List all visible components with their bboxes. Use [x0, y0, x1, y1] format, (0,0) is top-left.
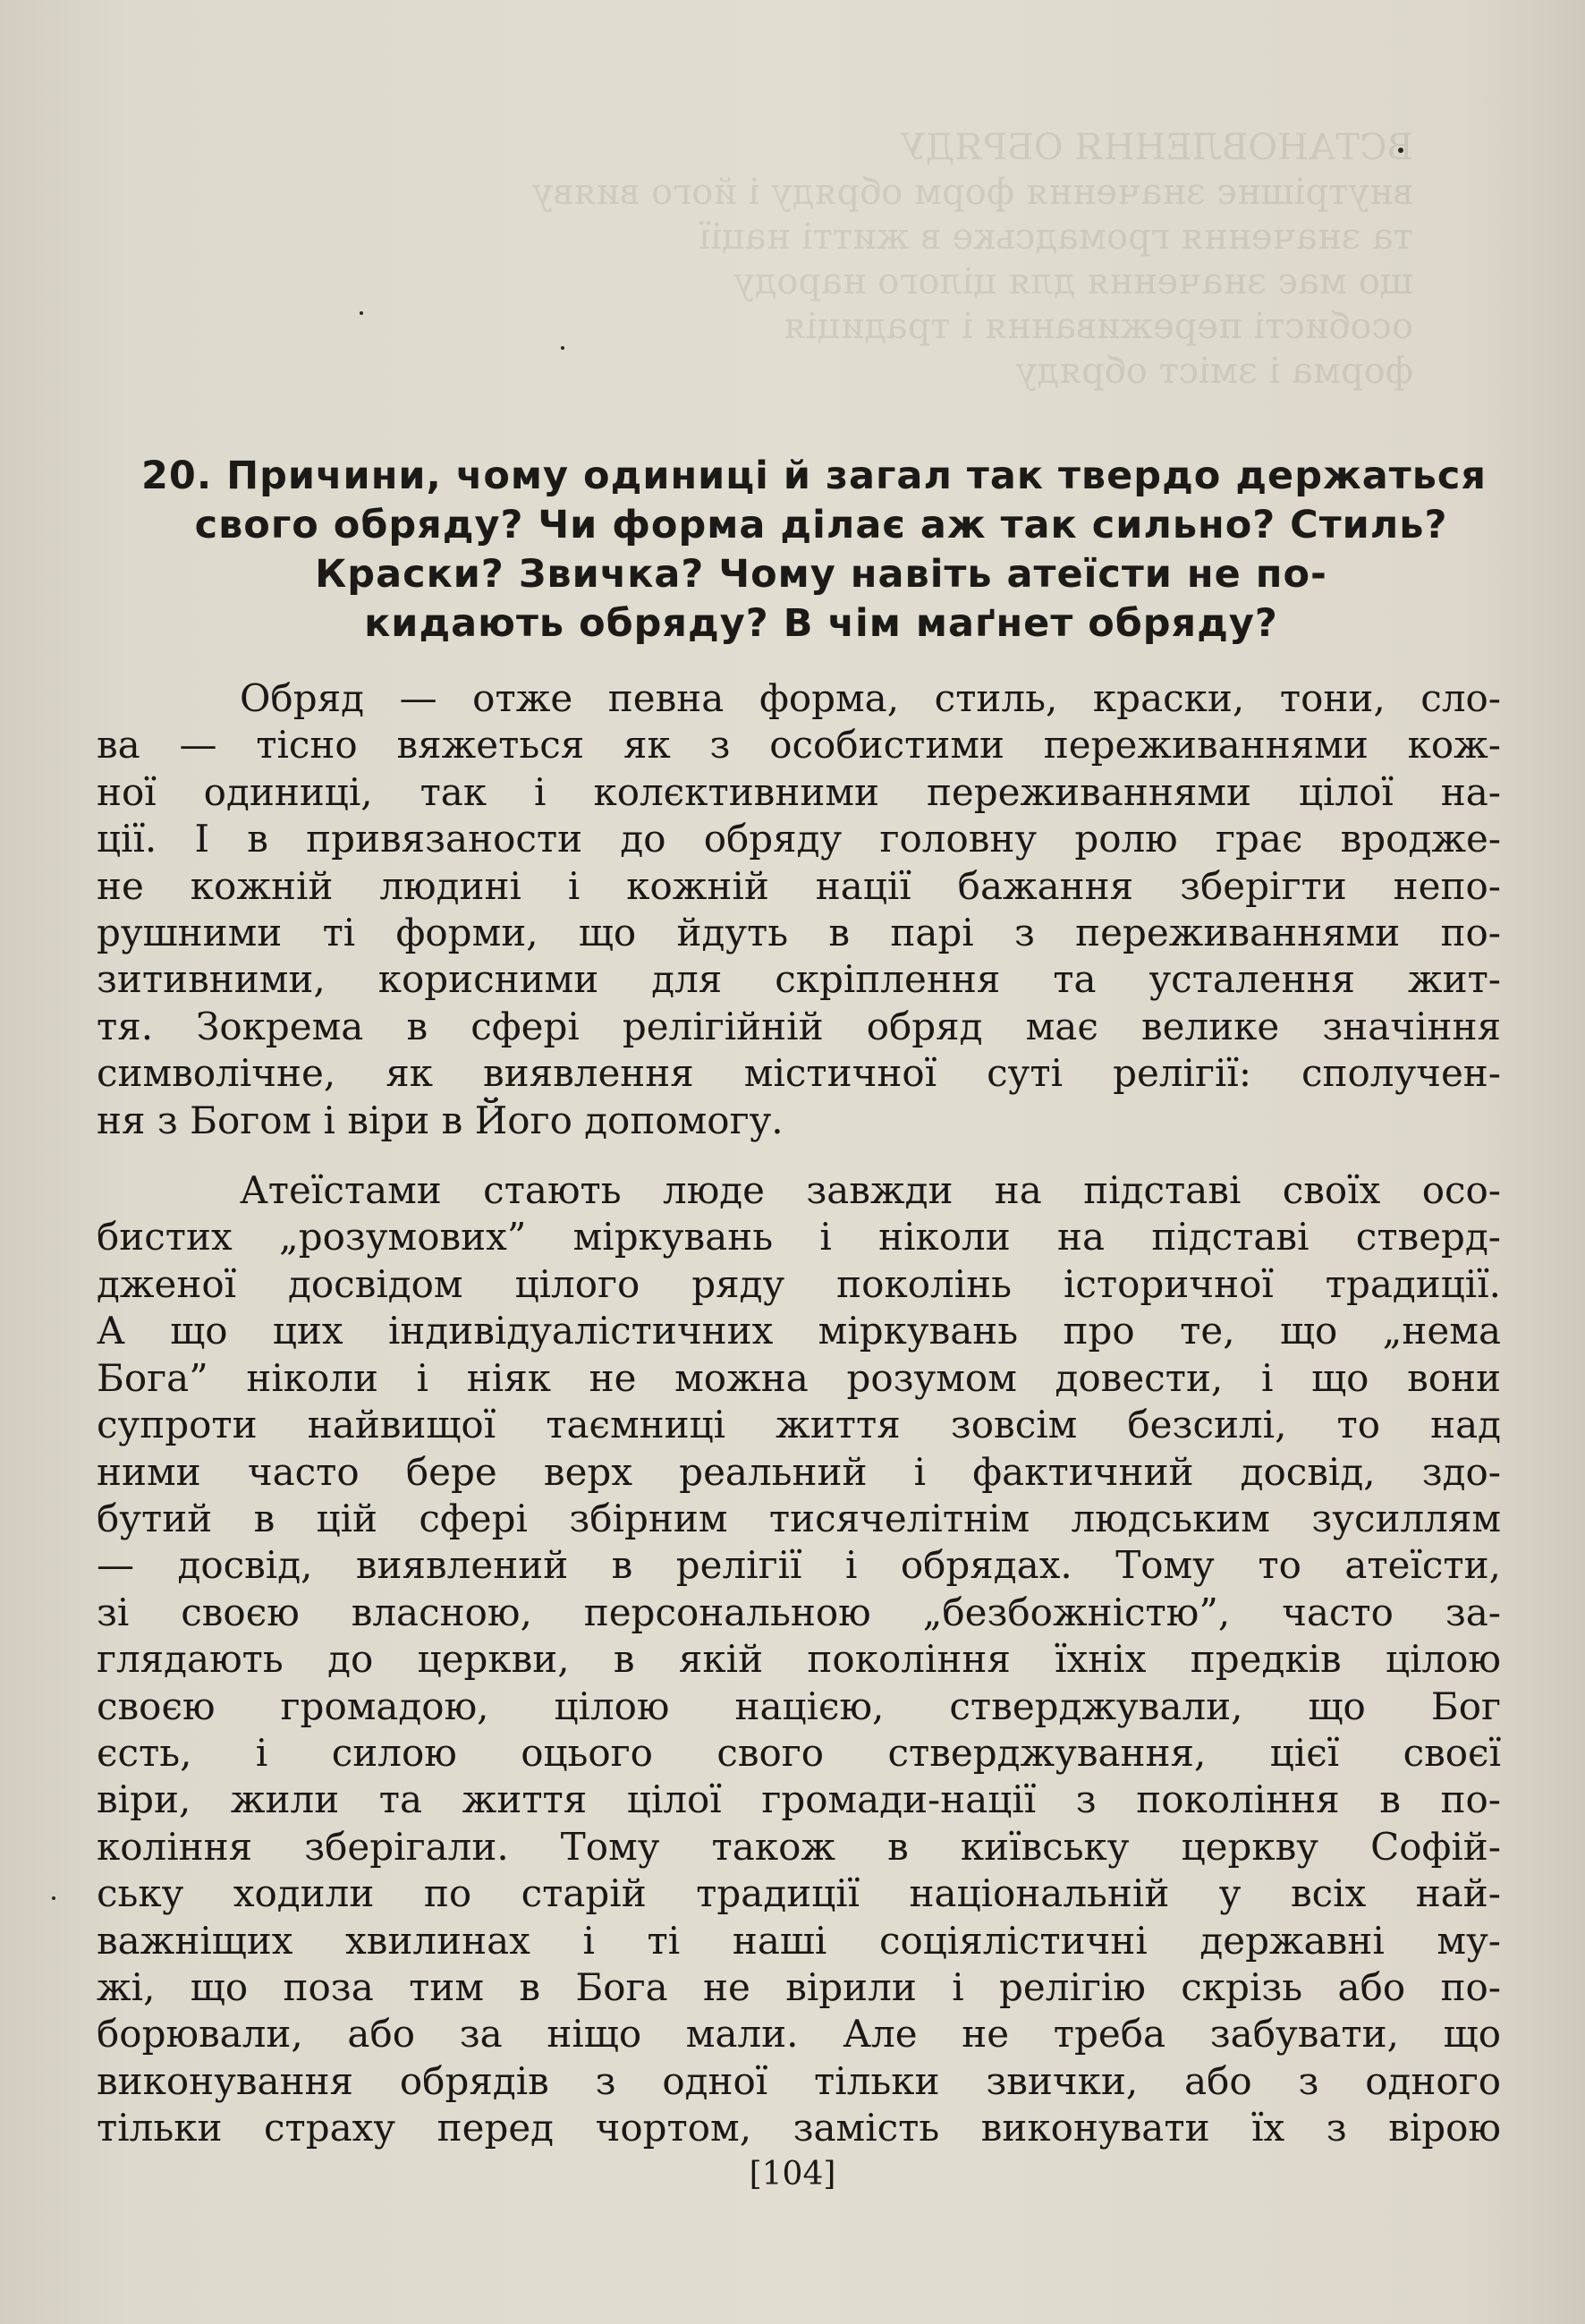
text-line: бистих „розумових” міркувань і ніколи на підставі стверд-	[97, 1215, 1501, 1260]
paragraph	[97, 1167, 1501, 2152]
heading-line: 20. Причини, чому одиниці й загал так твердо держаться	[141, 454, 1488, 498]
text-line: тільки страху перед чортом, замість виконувати їх з вірою	[97, 2106, 1501, 2150]
text-line: бутий в цій сфері збірним тисячелітнім людським зусиллям	[97, 1496, 1501, 1540]
text-line: ції. І в привязаности до обряду головну ролю грає вродже-	[97, 817, 1501, 861]
paragraph-gap	[97, 1144, 1501, 1167]
text-line: коління зберігали. Тому також в київську церкву Софій-	[97, 1824, 1501, 1869]
paragraph	[97, 675, 1501, 1144]
page-number: [104]	[749, 2156, 836, 2193]
heading-line: свого обряду? Чи форма ділає аж так сильно? Стиль?	[194, 503, 1448, 547]
text-line: ську ходили по старій традиції національній у всіх най-	[97, 1871, 1501, 1916]
section-heading	[141, 452, 1501, 649]
text-line: глядають до церкви, в якій покоління їхніх предків цілою	[97, 1637, 1501, 1682]
heading-line: Краски? Звичка? Чому навіть атеїсти не по-	[315, 552, 1327, 597]
text-line: виконування обрядів з одної тільки звички, або з одного	[97, 2058, 1501, 2103]
text-line: — досвід, виявлений в релігії і обрядах. Тому то атеїсти,	[97, 1543, 1501, 1588]
text-line: супроти найвищої таємниці життя зовсім безсилі, то над	[97, 1403, 1501, 1447]
text-line: своєю громадою, цілою нацією, стверджували, що Бог	[97, 1684, 1501, 1728]
text-line: віри, жили та життя цілої громади-нації з покоління в по-	[97, 1777, 1501, 1822]
text-line: зі своєю власною, персональною „безбожністю”, часто за-	[97, 1590, 1501, 1634]
text-line: тя. Зокрема в сфері релігійній обряд має велике значіння	[97, 1004, 1501, 1048]
print-speck	[360, 311, 363, 315]
text-line: символічне, як виявлення містичної суті релігії: сполучен-	[97, 1051, 1501, 1096]
text-line: А що цих індивідуалістичних міркувань про те, що „нема	[97, 1309, 1501, 1353]
text-line: ва — тісно вяжеться як з особистими переживаннями кож-	[97, 723, 1501, 768]
body-text	[97, 675, 1501, 2152]
text-line: дженої досвідом цілого ряду поколінь історичної традиції.	[97, 1261, 1501, 1306]
text-line: ними часто бере верх реальний і фактичний досвід, здо-	[97, 1449, 1501, 1494]
heading-line: кидають обряду? В чім маґнет обряду?	[364, 601, 1278, 646]
text-line: борювали, або за ніщо мали. Але не треба забувати, що	[97, 2012, 1501, 2057]
text-line: жі, що поза тим в Бога не вірили і релігію скрізь або по-	[97, 1964, 1501, 2009]
text-line: не кожній людині і кожній нації бажання зберігти непо-	[97, 863, 1501, 908]
print-speck	[1398, 148, 1403, 153]
text-line: рушними ті форми, що йдуть в парі з переживаннями по-	[97, 911, 1501, 955]
text-line: важніщих хвилинах і ті наші соціялістичні державні му-	[97, 1918, 1501, 1963]
text-line: ня з Богом і віри в Його допомогу.	[97, 1098, 784, 1142]
print-speck	[52, 1896, 55, 1900]
text-line: Бога” ніколи і ніяк не можна розумом довести, і що вони	[97, 1355, 1501, 1400]
show-through-text: ВСТАНОВЛЕННЯ ОБРЯДУ внутрішнє значення форм обряду і його вияву та значення громадське в житті нації що має значення для цілого народу особисті переживання і традиція форма і зміст обряду	[531, 127, 1413, 392]
print-speck	[561, 346, 564, 350]
text-line: ної одиниці, так і колєктивними переживаннями цілої на-	[97, 769, 1501, 814]
text-line: зитивними, корисними для скріплення та усталення жит-	[97, 957, 1501, 1002]
text-line: Обряд — отже певна форма, стиль, краски, тони, сло-	[240, 676, 1501, 720]
text-line: єсть, і силою оцього свого стверджування, цієї своєї	[97, 1730, 1501, 1775]
text-line: Атеїстами стають люде завжди на підставі своїх осо-	[240, 1168, 1501, 1213]
